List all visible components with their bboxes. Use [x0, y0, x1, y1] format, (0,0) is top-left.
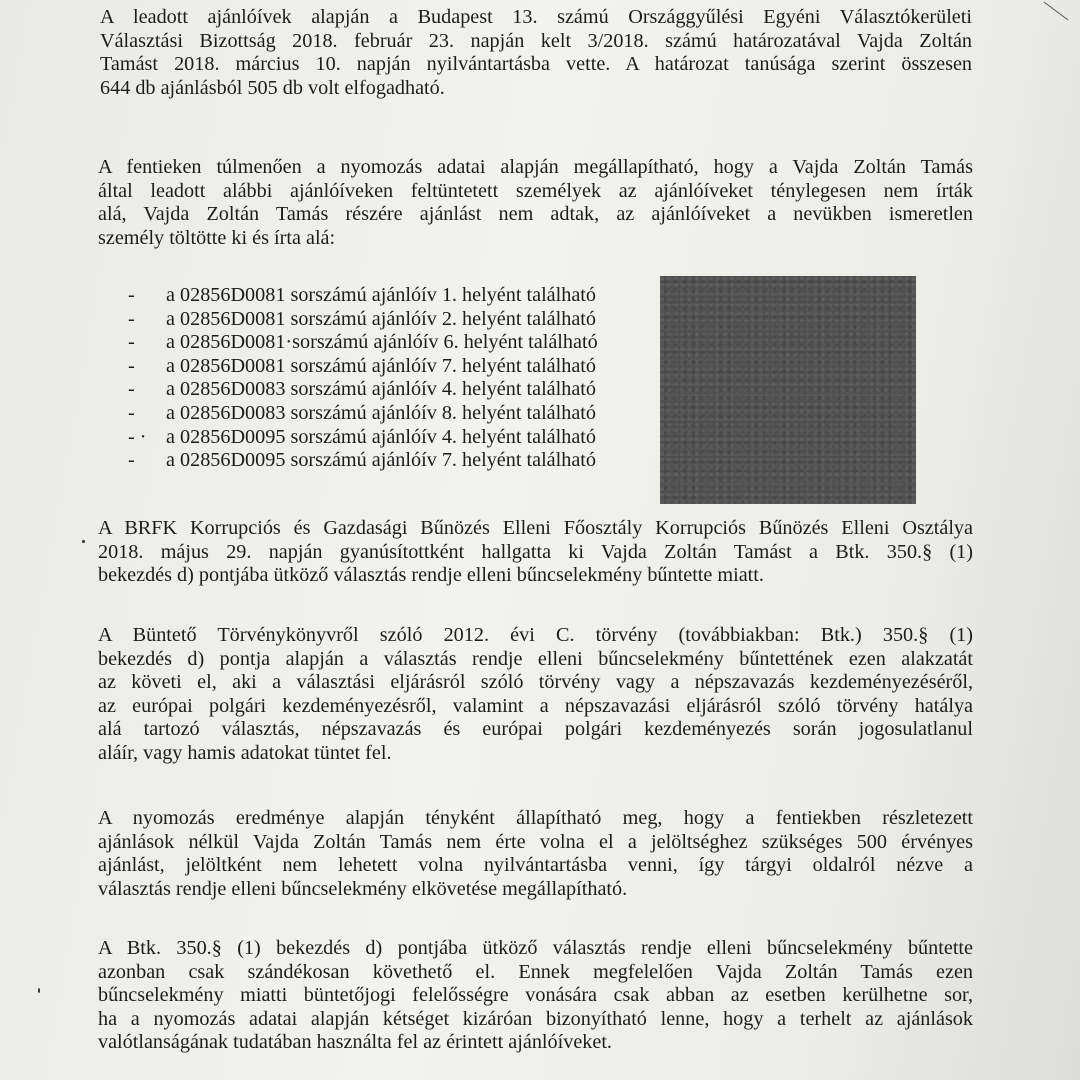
paragraph-investigation — [98, 156, 973, 250]
text-line: ajánlások nélkül Vajda Zoltán Tamás nem érte volna el a jelöltséghez szükséges 500 érvényes — [98, 830, 973, 853]
list-item-text: a 02856D0081 sorszámú ajánlóív 1. helyént található — [166, 284, 596, 306]
text-line: 2018. május 29. napján gyanúsítottként hallgatta ki Vajda Zoltán Tamást a Btk. 350.§ (1) — [98, 540, 973, 563]
list-item — [128, 402, 598, 426]
list-item-text: a 02856D0083 sorszámú ajánlóív 8. helyént található — [166, 401, 596, 424]
nomination-sheet-list — [128, 284, 598, 473]
ink-speck — [82, 540, 85, 543]
ink-speck — [38, 988, 40, 993]
list-item-text: a 02856D0095 sorszámú ajánlóív 4. helyént található — [166, 425, 596, 448]
text-line: A BRFK Korrupciós és Gazdasági Bűnözés Elleni Főosztály Korrupciós Bűnözés Elleni Osztálya — [98, 517, 973, 539]
list-dash: - — [128, 307, 135, 330]
text-line: A Büntető Törvénykönyvről szóló 2012. évi C. törvény (továbbiakban: Btk.) 350.§ (1) — [98, 624, 973, 646]
text-line: alá tartozó választás, népszavazás és európai polgári kezdeményezés során jogosulatlanul — [98, 718, 973, 741]
text-line: A leadott ajánlóívek alapján a Budapest 13. számú Országgyűlési Egyéni Választókerületi — [100, 6, 972, 28]
text-line: A fentieken túlmenően a nyomozás adatai alapján megállapítható, hogy a Vajda Zoltán Tamás — [98, 156, 973, 178]
text-line: valótlanságának tudatában használta fel az érintett ajánlóíveket. — [98, 1031, 612, 1054]
list-dash: - — [128, 284, 135, 306]
text-line: aláír, vagy hamis adatokat tüntet fel. — [98, 741, 392, 764]
text-line: 644 db ajánlásból 505 db volt elfogadható. — [100, 76, 445, 99]
text-line: Tamást 2018. március 10. napján nyilvántartásba vette. A határozat tanúsága szerint összesen — [100, 53, 972, 76]
text-line: alá, Vajda Zoltán Tamás részére ajánlást nem adtak, az ajánlóíveket a nevükben ismeretlen — [98, 203, 973, 226]
text-line: azonban csak szándékosan követhető el. Ennek megfelelően Vajda Zoltán Tamás ezen — [98, 960, 973, 983]
text-line: által leadott alábbi ajánlóíveken feltüntetett személyek az ajánlóíveket ténylegesen nem írták — [98, 179, 973, 202]
paragraph-intent — [98, 937, 973, 1055]
list-item — [128, 308, 598, 332]
text-line: választás rendje elleni bűncselekmény elkövetése megállapítható. — [98, 877, 628, 900]
text-line: A Btk. 350.§ (1) bekezdés d) pontjába ütköző választás rendje elleni bűncselekmény bűntette — [98, 937, 973, 959]
list-item-text: a 02856D0083 sorszámú ajánlóív 4. helyént található — [166, 378, 596, 401]
paragraph-nomination — [100, 6, 972, 100]
list-dash: - — [128, 331, 135, 354]
text-line: Választási Bizottság 2018. február 23. napján kelt 3/2018. számú határozatával Vajda Zoltán — [100, 29, 972, 52]
text-line: az európai polgári kezdeményezésről, valamint a népszavazási eljárásról szóló törvény hatálya — [98, 694, 973, 717]
list-item — [128, 284, 598, 308]
list-item-text: a 02856D0095 sorszámú ajánlóív 7. helyént található — [166, 449, 596, 472]
list-item — [128, 426, 598, 450]
list-item — [128, 331, 598, 355]
text-line: ajánlást, jelöltként nem lehetett volna nyilvántartásba venni, így tárgyi oldalról nézve a — [98, 854, 973, 877]
list-dash: - — [128, 354, 135, 377]
text-line: ha a nyomozás adatai alapján kétséget kizáróan bizonyítható lenne, hogy a terhelt az ajánlások — [98, 1007, 973, 1030]
list-dash: - — [128, 449, 135, 472]
text-line: bekezdés d) pontjába ütköző választás rendje elleni bűncselekmény bűntette miatt. — [98, 564, 764, 587]
list-item-text: a 02856D0081·sorszámú ajánlóív 6. helyént található — [166, 331, 598, 354]
text-line: bűncselekmény miatti büntetőjogi felelősségre vonására csak abban az esetben kerülhetne sor, — [98, 984, 973, 1007]
list-item — [128, 355, 598, 379]
text-line: bekezdés d) pontja alapján a választás rendje elleni bűncselekmény bűntettének ezen alakzatát — [98, 647, 973, 670]
list-item-text: a 02856D0081 sorszámú ajánlóív 2. helyént található — [166, 307, 596, 330]
list-item — [128, 449, 598, 473]
text-line: az követi el, aki a választási eljárásról szóló törvény vagy a népszavazás kezdeményezéséről, — [98, 671, 973, 694]
list-dash: - — [128, 378, 135, 401]
paragraph-criminal-code — [98, 624, 973, 766]
list-dash: - · — [128, 425, 147, 448]
text-line: személy töltötte ki és írta alá: — [98, 226, 336, 249]
list-item-text: a 02856D0081 sorszámú ajánlóív 7. helyént található — [166, 354, 596, 377]
text-line: A nyomozás eredménye alapján tényként állapítható meg, hogy a fentiekben részletezett — [98, 807, 973, 829]
paragraph-findings — [98, 807, 973, 901]
pen-mark-icon — [1042, 0, 1072, 22]
redaction-block — [660, 276, 916, 504]
list-dash: - — [128, 401, 135, 424]
paragraph-interrogation — [98, 517, 973, 588]
list-item — [128, 378, 598, 402]
